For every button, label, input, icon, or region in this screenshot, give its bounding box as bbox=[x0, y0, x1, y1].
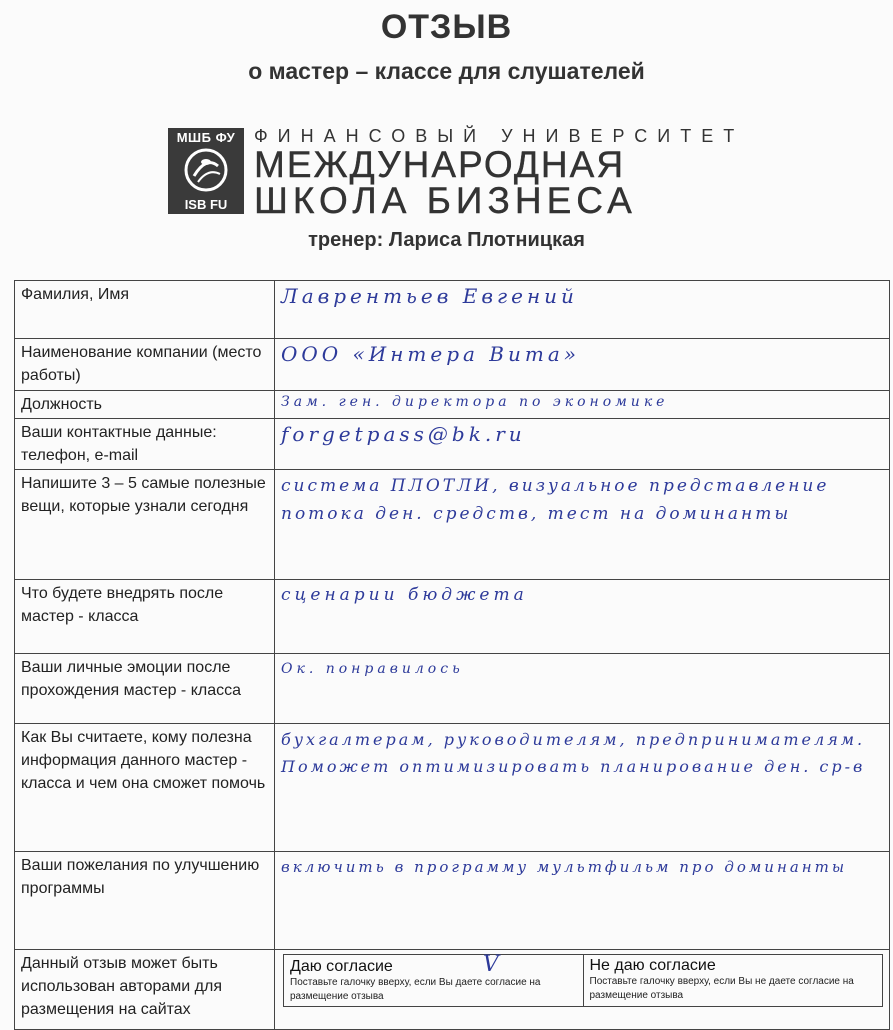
logo-emblem-bottom-text: ISB FU bbox=[184, 197, 228, 212]
form-row-company bbox=[15, 339, 890, 391]
question-label: Что будете внедрять после мастер - класса bbox=[15, 580, 275, 654]
question-label: Наименование компании (место работы) bbox=[15, 339, 275, 391]
question-label: Как Вы считаете, кому полезна информация данного мастер - класса и чем она сможет помочь bbox=[15, 724, 275, 852]
form-row-consent bbox=[15, 950, 890, 1030]
question-label: Напишите 3 – 5 самые полезные вещи, которые узнали сегодня bbox=[15, 470, 275, 580]
consent-disagree-hint: Поставьте галочку вверху, если Вы не даете согласие на размещение отзыва bbox=[589, 976, 854, 1001]
logo-school-line-2: ШКОЛА БИЗНЕСА bbox=[254, 180, 637, 221]
consent-agree-checkmark: V bbox=[482, 952, 499, 977]
school-logo-emblem bbox=[168, 128, 244, 214]
answer-field-emotions[interactable]: Ок. понравилось bbox=[275, 654, 890, 724]
form-row-contacts bbox=[15, 419, 890, 470]
question-label: Данный отзыв может быть использован авторами для размещения на сайтах bbox=[15, 950, 275, 1030]
consent-disagree-box[interactable] bbox=[583, 955, 883, 1007]
question-label: Фамилия, Имя bbox=[15, 281, 275, 339]
answer-field-contacts[interactable]: forgetpass@bk.ru bbox=[275, 419, 890, 470]
page-title: ОТЗЫВ bbox=[380, 8, 513, 46]
form-row-emotions bbox=[15, 654, 890, 724]
answer-field-position[interactable]: Зам. ген. директора по экономике bbox=[275, 391, 890, 419]
logo-school-line-1: МЕЖДУНАРОДНАЯ bbox=[254, 144, 626, 185]
form-row-position bbox=[15, 391, 890, 419]
logo-university-name: ФИНАНСОВЫЙ УНИВЕРСИТЕТ bbox=[254, 126, 745, 146]
consent-disagree-label: Не даю согласие bbox=[589, 957, 716, 974]
question-label: Ваши личные эмоции после прохождения мастер - класса bbox=[15, 654, 275, 724]
logo-emblem-top-text: МШБ ФУ bbox=[176, 130, 236, 145]
answer-field-company[interactable]: ООО «Интера Вита» bbox=[275, 339, 890, 391]
answer-field-implement[interactable]: сценарии бюджета bbox=[275, 580, 890, 654]
page-subtitle: о мастер – классе для слушателей bbox=[248, 58, 645, 84]
globe-icon bbox=[184, 148, 228, 192]
answer-field-wishes[interactable]: включить в программу мультфильм про доминанты bbox=[275, 852, 890, 950]
question-label: Ваши контактные данные: телефон, e-mail bbox=[15, 419, 275, 470]
consent-agree-hint: Поставьте галочку вверху, если Вы даете согласие на размещение отзыва bbox=[290, 977, 541, 1002]
trainer-name: тренер: Лариса Плотницкая bbox=[308, 229, 585, 251]
question-label: Ваши пожелания по улучшению программы bbox=[15, 852, 275, 950]
form-row-implement bbox=[15, 580, 890, 654]
answer-field-useful-things[interactable]: система ПЛОТЛИ, визуальное представление потока ден. средств, тест на доминанты bbox=[275, 470, 890, 580]
consent-cell bbox=[275, 950, 890, 1030]
form-row-who-benefits bbox=[15, 724, 890, 852]
form-row-useful-things bbox=[15, 470, 890, 580]
consent-table bbox=[283, 954, 883, 1007]
answer-field-name[interactable]: Лаврентьев Евгений bbox=[275, 281, 890, 339]
form-row-wishes bbox=[15, 852, 890, 950]
answer-field-who-benefits[interactable]: бухгалтерам, руководителям, предпринимателям. Поможет оптимизировать планирование ден. ср-в bbox=[275, 724, 890, 852]
consent-agree-box[interactable] bbox=[284, 952, 584, 1007]
question-label: Должность bbox=[15, 391, 275, 419]
feedback-form-table bbox=[14, 280, 890, 1030]
form-row-name bbox=[15, 281, 890, 339]
consent-agree-label: Даю согласие bbox=[290, 958, 393, 975]
